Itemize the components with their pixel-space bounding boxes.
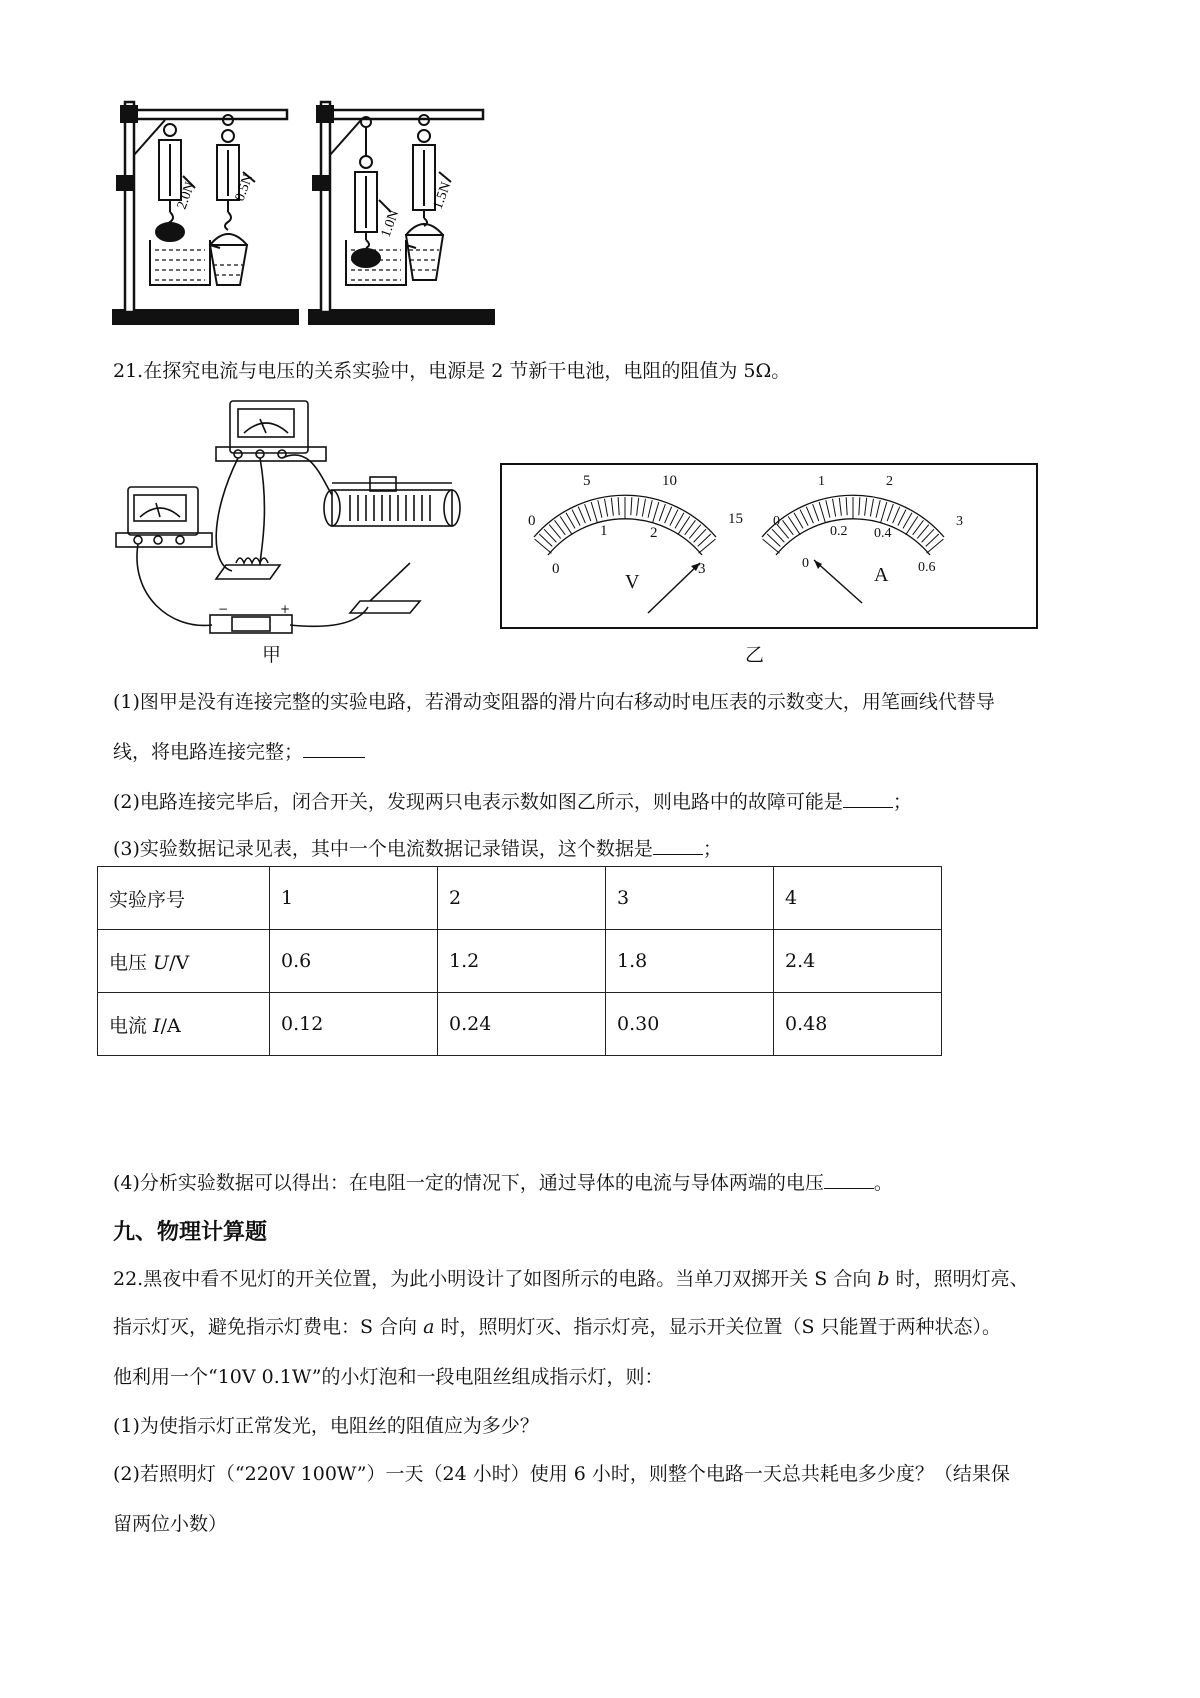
ammeter-lower-tick: 0: [802, 556, 809, 571]
voltmeter-upper-tick: 0: [528, 513, 536, 529]
scale-tick: [927, 539, 944, 553]
q22-line5: (2)若照明灯（“220V 100W”）一天（24 小时）使用 6 小时，则整个电路一天总共耗电多少度？（结果保: [113, 1463, 1010, 1485]
scale-tick: [699, 539, 716, 553]
scale-tick: [631, 497, 632, 515]
q21-part2: (2)电路连接完毕后，闭合开关，发现两只电表示数如图乙所示，则电路中的故障可能是 ；: [113, 791, 912, 813]
svg-text:+: +: [280, 602, 291, 616]
q22-line6: 留两位小数）: [113, 1513, 228, 1535]
ammeter-lower-tick: 0.6: [918, 560, 936, 575]
answer-blank-2: [843, 789, 893, 808]
meters-figure-yi: [500, 463, 1038, 629]
voltmeter-unit: V: [625, 571, 640, 593]
table-cell: 0.48: [774, 993, 942, 1056]
scale-tick: [887, 504, 893, 521]
scale-tick: [665, 507, 672, 524]
scale-tick: [653, 502, 659, 523]
stand-right: [309, 102, 494, 324]
table-row: [98, 930, 942, 993]
table-cell: 2.4: [774, 930, 942, 993]
table-cell: 2: [438, 867, 606, 930]
scale-tick: [898, 510, 906, 526]
scale-tick: [903, 513, 912, 529]
scale-tick: [881, 502, 887, 523]
table-cell: 1: [270, 867, 438, 930]
voltmeter-lower-tick: 1: [600, 523, 608, 539]
table-cell: 0.30: [606, 993, 774, 1056]
figure-jia-label: 甲: [262, 644, 282, 666]
table-cell: 0.24: [438, 993, 606, 1056]
scale-tick: [611, 498, 613, 516]
right-scale-reading: 0.5N: [232, 172, 257, 204]
table-cell: 电压 U/V: [98, 930, 270, 993]
voltmeter-lower-tick: 2: [650, 525, 658, 541]
scale-tick: [833, 499, 836, 517]
circuit-figure-jia: [110, 395, 495, 645]
q22-line2: 指示灯灭，避免指示灯费电：S 合向 a 时，照明灯灭、指示灯亮，显示开关位置（S 只能置于两种状态）。: [113, 1316, 1002, 1338]
scale-tick: [648, 500, 652, 518]
right-scale-reading-2: 1.5N: [430, 180, 455, 212]
voltmeter-upper-tick: 5: [583, 473, 591, 489]
ammeter-upper-tick: 3: [956, 514, 963, 529]
voltmeter-lower-tick: 0: [552, 561, 560, 577]
scale-tick: [659, 504, 665, 521]
q22-line1: 22.黑夜中看不见灯的开关位置，为此小明设计了如图所示的电路。当单刀双掷开关 S 合向 b 时，照明灯亮、: [113, 1268, 1029, 1290]
table-cell: 实验序号: [98, 867, 270, 930]
ammeter-lower-tick: 0.4: [874, 526, 892, 541]
q22-line3: 他利用一个“10V 0.1W”的小灯泡和一段电阻丝组成指示灯，则：: [113, 1366, 664, 1388]
scale-tick: [794, 513, 803, 529]
scale-tick: [846, 497, 847, 515]
scale-tick: [572, 510, 580, 526]
section-heading: 九、物理计算题: [113, 1220, 268, 1245]
ammeter-upper-tick: 2: [886, 474, 893, 489]
table-row: [98, 993, 942, 1056]
ammeter-unit: A: [874, 564, 889, 586]
scale-tick: [893, 507, 900, 524]
answer-blank-4: [824, 1170, 874, 1189]
buoyancy-experiment-figure: [105, 100, 535, 335]
q21-stem: 21.在探究电流与电压的关系实验中，电源是 2 节新干电池，电阻的阻值为 5Ω。: [113, 360, 791, 382]
scale-tick: [819, 502, 825, 523]
table-cell: 0.6: [270, 930, 438, 993]
scale-tick: [859, 497, 860, 515]
table-cell: 4: [774, 867, 942, 930]
scale-tick: [865, 498, 867, 516]
answer-blank-1: [303, 739, 365, 758]
scale-tick: [560, 516, 572, 534]
ammeter-needle: [814, 560, 862, 603]
scale-tick: [806, 507, 813, 524]
scale-tick: [678, 516, 690, 534]
ammeter-upper-tick: 1: [818, 474, 825, 489]
q21-part4: (4)分析实验数据可以得出：在电阻一定的情况下，通过导体的电流与导体两端的电压 。: [113, 1172, 893, 1194]
scale-tick: [618, 497, 619, 515]
scale-tick: [906, 516, 918, 534]
experiment-data-table: [97, 866, 942, 1056]
voltmeter-upper-tick: 15: [728, 511, 743, 527]
scale-tick: [763, 539, 780, 553]
scale-tick: [578, 507, 585, 524]
table-cell: 1.8: [606, 930, 774, 993]
svg-text:−: −: [218, 602, 229, 616]
scale-tick: [670, 510, 678, 526]
scale-tick: [585, 504, 591, 521]
answer-blank-3: [653, 836, 703, 855]
scale-tick: [813, 504, 819, 521]
q22-line4: (1)为使指示灯正常发光，电阻丝的阻值应为多少？: [113, 1415, 539, 1437]
q21-part1-line2: 线，将电路连接完整；: [113, 738, 365, 766]
scale-tick: [591, 502, 597, 523]
voltmeter-lower-tick: 3: [698, 561, 706, 577]
table-cell: 1.2: [438, 930, 606, 993]
stand-left: [113, 102, 298, 324]
scale-tick: [876, 500, 880, 518]
figure-yi-label: 乙: [745, 644, 765, 666]
table-cell: 0.12: [270, 993, 438, 1056]
scale-tick: [870, 499, 873, 517]
q21-part3: (3)实验数据记录见表，其中一个电流数据记录错误，这个数据是 ；: [113, 838, 722, 860]
scale-tick: [642, 499, 645, 517]
scale-tick: [605, 499, 608, 517]
table-row: [98, 867, 942, 930]
scale-tick: [598, 500, 602, 518]
scale-tick: [788, 516, 800, 534]
left-scale-reading: 2.0N: [174, 180, 199, 212]
table-cell: 3: [606, 867, 774, 930]
ammeter-lower-tick: 0.2: [830, 524, 848, 539]
scale-tick: [675, 513, 684, 529]
scale-tick: [535, 539, 552, 553]
table-cell: 电流 I/A: [98, 993, 270, 1056]
voltmeter-upper-tick: 10: [662, 473, 677, 489]
voltmeter-needle: [648, 563, 700, 613]
scale-tick: [839, 498, 841, 516]
scale-tick: [826, 500, 830, 518]
scale-tick: [566, 513, 575, 529]
scale-tick: [637, 498, 639, 516]
ammeter-upper-tick: 0: [773, 514, 780, 529]
left-scale-reading-2: 1.0N: [378, 208, 403, 240]
q21-part1-line1: (1)图甲是没有连接完整的实验电路，若滑动变阻器的滑片向右移动时电压表的示数变大，用笔画线代替导: [113, 691, 995, 713]
scale-tick: [800, 510, 808, 526]
